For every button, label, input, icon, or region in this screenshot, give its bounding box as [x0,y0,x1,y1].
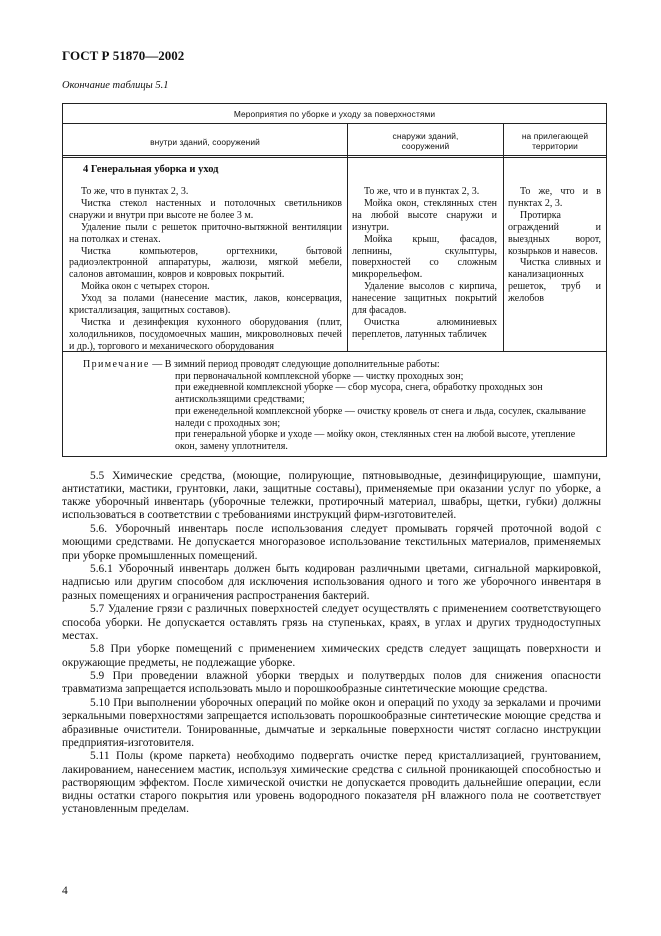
cell-outside [352,186,497,341]
column-divider [503,123,504,351]
column-header-territory-line1: на прилегающей [521,131,589,141]
cell-inside [69,186,342,353]
cell-inside-line: Чистка и дезинфекция кухонного оборудования (плит, холодильников, посудомоечных машин, микроволновых печей и др.), торгового и механического оборудования [69,316,342,352]
paragraph: 5.9 При проведении влажной уборки твердых и полутвердых полов для снижения опасности травматизма запрещается использовать мыло и порошкообразные синтетические моющие средства. [62,670,601,696]
cell-inside-line: Мойка окон с четырех сторон. [81,281,210,293]
column-header-outside-line1: снаружи зданий, [392,131,459,141]
paragraph: 5.6. Уборочный инвентарь после использования следует промывать горячей проточной водой с моющими средствами. Не допускается многоразовое использование текстильных материалов, применяемых при уборке промышленных помещений. [62,523,601,562]
table-rule [63,123,606,124]
cell-outside-line: Очистка алюминиевых переплетов, латунных табличек [352,316,497,340]
cell-inside-line: Уход за полами (нанесение мастик, лаков, консервация, кристаллизация, защитных составов). [69,293,342,317]
paragraph: 5.7 Удаление грязи с различных поверхностей следует осуществлять с применением соответствующего способа уборки. Не допускается оставлять грязь на ступеньках, краях, в углах и других труднодоступных местах. [62,603,601,642]
paragraph: 5.6.1 Уборочный инвентарь должен быть кодирован различными цветами, сигнальной маркировкой, надписью или другим способом для исключения использования одного и того же уборочного инвентаря в разных помещениях и ограничения распространения бактерий. [62,563,601,602]
note-label: Примечание [83,359,150,370]
cell-territory-line: Протирка ограждений и выездных ворот, козырьков и навесов. [508,209,601,257]
column-header-outside-line2: сооружений [401,141,450,151]
table-caption: Окончание таблицы 5.1 [62,80,169,91]
page-number: 4 [62,885,68,897]
note-item: при генеральной уборке и уходе — мойку окон, стеклянных стен на любой высоте, утепление окон, замену уплотнителя. [175,429,576,452]
cleaning-table [62,103,607,457]
paragraph: 5.11 Полы (кроме паркета) необходимо подвергать очистке перед кристаллизацией, грунтованием, лакированием, нанесением мастик, используя химические средства с сильной проникающей способностью и растворяющим эффектом. После химической очистки не допускается проводить дальнейшие операции, если видны остатки старого покрытия или уровень водородного показателя pH влажного пола не соответствует установленным пределам. [62,750,601,816]
table-note [71,359,596,453]
cell-inside-line: Удаление пыли с решеток приточно-вытяжной вентиляции на потолках и стенах. [69,221,342,245]
column-header-outside [348,131,503,151]
paragraph: 5.10 При выполнении уборочных операций по мойке окон и операций по уходу за зеркалами и прочими зеркальными поверхностями запрещается использовать порошкообразные синтетические моющие средства и абразивные очистители. Тонированные, дымчатые и зеркальные поверхности чистят согласно инструкции предприятия-изготовителя. [62,697,601,749]
note-item: при первоначальной комплексной уборке — чистку проходных зон; [175,370,464,382]
column-header-inside: внутри зданий, сооружений [150,137,260,147]
note-item: при еженедельной комплексной уборке — очистку кровель от снега и льда, сосулек, скалывание наледи с проходных зон; [175,405,586,429]
cell-outside-line: Удаление высолов с кирпича, нанесение защитных покрытий для фасадов. [352,281,497,317]
paragraph: 5.8 При уборке помещений с применением химических средств следует защищать поверхности и окружающие предметы, не подлежащие уборке. [62,643,601,669]
cell-territory-line: То же, что и в пунктах 2, 3. [508,186,601,209]
table-rule [63,157,606,158]
cell-territory-line: Чистка сливных и канализационных решеток, труб и желобов [508,257,601,305]
body-text [62,470,601,817]
column-divider [347,123,348,351]
cell-outside-line: То же, что и в пунктах 2, 3. [364,186,480,197]
table-rule [63,155,606,156]
cell-outside-line: Мойка окон, стеклянных стен на любой высоте снаружи и изнутри. [352,197,497,233]
standard-header: ГОСТ Р 51870—2002 [62,48,185,63]
table-main-header: Мероприятия по уборке и уходу за поверхностями [233,109,436,119]
note-item: при ежедневной комплексной уборке — сбор мусора, снега, обработку проходных зон антискользящими средствами; [175,382,543,406]
note-lead [71,359,596,371]
column-header-territory [504,131,606,151]
paragraph: 5.5 Химические средства, (моющие, полирующие, пятновыводные, дезинфицирующие, шампуни, антистатики, мастики, грунтовки, лаки, защитные составы), применяемые при оказании услуг по уборке, а также уборочный инвентарь (уборочные тележки, протирочный материал, швабры, щетки, губки) должны использоваться в соответствии с требованиями инструкций фирм-изготовителей. [62,470,601,522]
cell-inside-line: Чистка стекол настенных и потолочных светильников снаружи и внутри при высоте не более 3 м. [69,197,342,221]
section-title: 4 Генеральная уборка и уход [83,164,219,175]
cell-outside-line: Мойка крыш, фасадов, лепнины, скульптуры, поверхностей со сложным микрорельефом. [352,233,497,281]
column-header-territory-line2: территории [532,141,578,151]
cell-territory [508,186,601,305]
note-intro: — В зимний период проводят следующие дополнительные работы: [149,359,440,370]
cell-inside-line: То же, что в пунктах 2, 3. [81,186,189,197]
cell-inside-line: Чистка компьютеров, оргтехники, бытовой радиоэлектронной аппаратуры, жалюзи, мягкой мебели, салонов автомашин, ковров и ковровых покрытий. [69,245,342,281]
